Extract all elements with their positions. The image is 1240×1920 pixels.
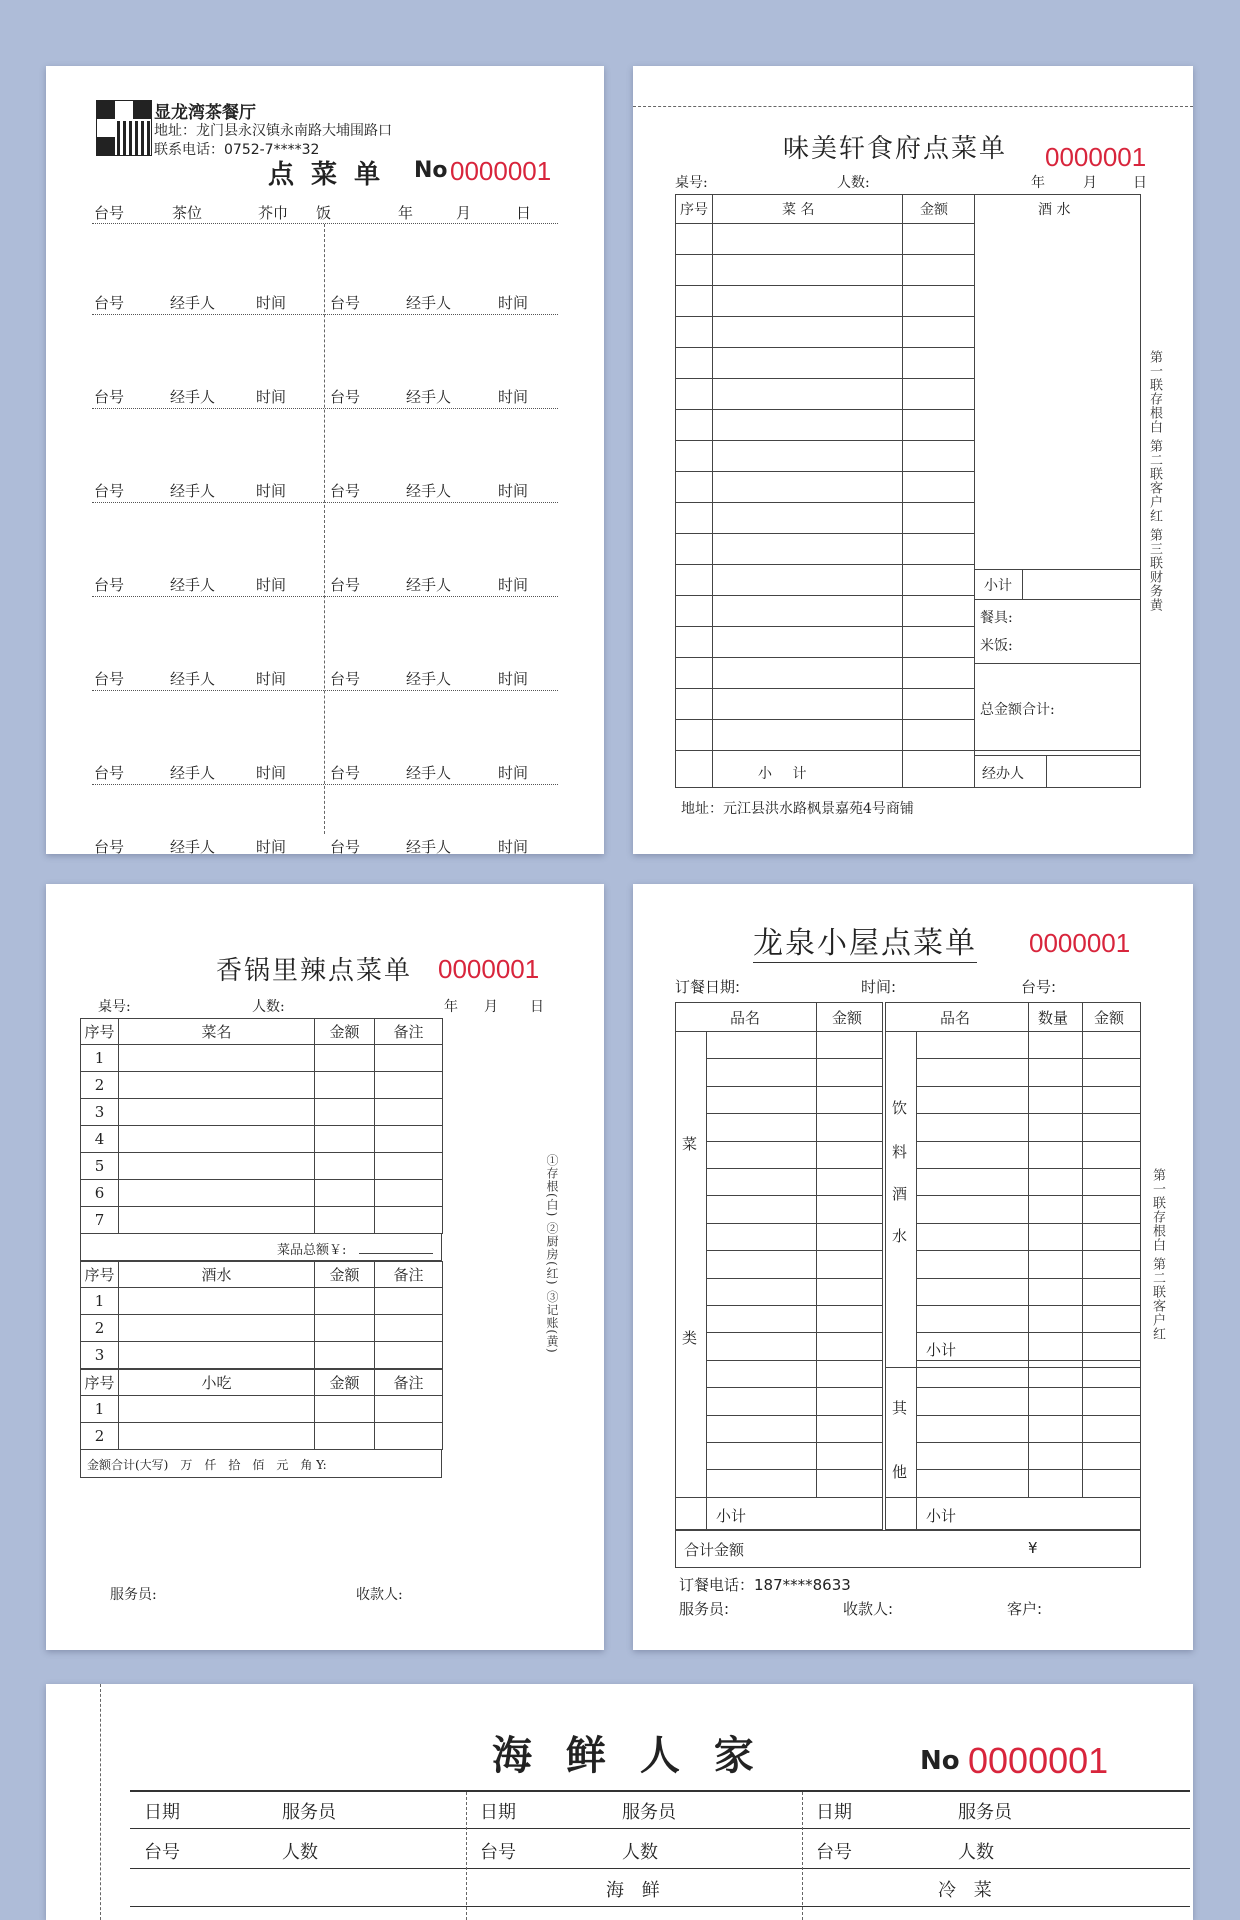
row-number: 1	[81, 1045, 119, 1072]
total-row	[675, 1530, 1141, 1568]
row-field: 台号	[94, 388, 125, 406]
waiter-label: 服务员:	[679, 1600, 730, 1618]
col-header: 菜名	[119, 1019, 315, 1045]
entry-cell[interactable]	[315, 1207, 375, 1234]
row-field: 时间	[498, 388, 529, 406]
entry-cell[interactable]	[119, 1288, 315, 1315]
col-header: 酒水	[119, 1262, 315, 1288]
row-field: 时间	[498, 576, 529, 594]
row-field: 台号	[330, 764, 361, 782]
drinks-subtotal: 小计	[984, 578, 1012, 594]
entry-cell[interactable]	[375, 1207, 443, 1234]
header-field-table: 台号	[94, 204, 125, 222]
field-people: 人数:	[252, 999, 285, 1015]
customer-label: 客户:	[1007, 1600, 1043, 1618]
cat-drink-3: 酒	[892, 1185, 908, 1203]
row-field: 时间	[256, 838, 287, 854]
food-total-label: 菜品总额￥:	[277, 1243, 347, 1258]
order-sheet-5	[46, 1684, 1193, 1920]
entry-cell[interactable]	[315, 1072, 375, 1099]
col-header-seq: 序号	[680, 202, 708, 218]
col-header: 金额	[315, 1262, 375, 1288]
snacks-table	[80, 1369, 443, 1450]
header-field: 人数	[958, 1842, 994, 1863]
entry-cell[interactable]	[119, 1126, 315, 1153]
cat-other-2: 他	[892, 1463, 908, 1481]
header-field-month: 月	[456, 204, 472, 222]
no-label: No	[414, 158, 448, 183]
entry-cell[interactable]	[119, 1423, 315, 1450]
entry-cell[interactable]	[119, 1099, 315, 1126]
entry-cell[interactable]	[315, 1423, 375, 1450]
section-cold-dishes: 冷 菜	[938, 1880, 998, 1901]
field-month: 月	[1083, 175, 1097, 191]
field-day: 日	[1133, 175, 1147, 191]
row-field: 台号	[94, 576, 125, 594]
row-field: 时间	[256, 388, 287, 406]
row-field: 台号	[330, 482, 361, 500]
entry-cell[interactable]	[375, 1342, 443, 1369]
page-title: 点 菜 单	[268, 160, 385, 190]
right-col-name: 品名	[940, 1009, 971, 1027]
row-number: 7	[81, 1207, 119, 1234]
total-upper-label: 金额合计(大写) 万 仟 拾 佰 元 角 Y:	[87, 1458, 327, 1472]
cat-drink-2: 料	[892, 1143, 908, 1161]
entry-cell[interactable]	[119, 1396, 315, 1423]
header-field: 日期	[144, 1802, 180, 1823]
right-col-amount: 金额	[1094, 1009, 1125, 1027]
header-field: 服务员	[282, 1802, 336, 1823]
entry-cell[interactable]	[315, 1153, 375, 1180]
page-title: 味美轩食府点菜单	[783, 134, 1008, 164]
page-title: 海 鲜 人 家	[492, 1732, 764, 1779]
row-field: 时间	[498, 670, 529, 688]
left-subtotal: 小计	[716, 1507, 747, 1525]
entry-cell[interactable]	[375, 1072, 443, 1099]
col-header: 备注	[375, 1370, 443, 1396]
drink-subtotal: 小计	[926, 1341, 957, 1359]
entry-cell[interactable]	[375, 1180, 443, 1207]
header-field-tea: 茶位	[172, 204, 203, 222]
col-header: 序号	[81, 1370, 119, 1396]
order-sheet-3	[46, 884, 604, 1650]
drinks-table	[80, 1261, 443, 1369]
field-desk: 桌号:	[675, 175, 708, 191]
field-year: 年	[1031, 175, 1045, 191]
row-field: 经手人	[170, 576, 216, 594]
waiter-label: 服务员:	[110, 1587, 157, 1603]
entry-cell[interactable]	[119, 1315, 315, 1342]
entry-cell[interactable]	[315, 1315, 375, 1342]
total-label: 合计金额	[684, 1541, 745, 1559]
order-sheet-4	[633, 884, 1193, 1650]
col-header: 备注	[375, 1019, 443, 1045]
row-number: 1	[81, 1288, 119, 1315]
cat-other-1: 其	[892, 1399, 908, 1417]
entry-cell[interactable]	[375, 1396, 443, 1423]
col-header: 序号	[81, 1019, 119, 1045]
side-note: 第一联存根白 第二联客户红 第三联财务黄	[1147, 350, 1162, 613]
row-field: 经手人	[170, 838, 216, 854]
entry-cell[interactable]	[119, 1342, 315, 1369]
food-grid	[675, 1002, 883, 1530]
field-day: 日	[530, 999, 544, 1015]
phone: 联系电话：0752-7****32	[154, 142, 320, 158]
row-number: 2	[81, 1423, 119, 1450]
col-header-dish: 菜 名	[782, 202, 815, 218]
food-table	[80, 1018, 443, 1234]
entry-cell[interactable]	[375, 1153, 443, 1180]
row-number: 6	[81, 1180, 119, 1207]
row-field: 台号	[94, 294, 125, 312]
col-header-amount: 金额	[920, 202, 948, 218]
row-field: 台号	[330, 670, 361, 688]
entry-cell[interactable]	[119, 1072, 315, 1099]
entry-cell[interactable]	[375, 1423, 443, 1450]
entry-cell[interactable]	[119, 1207, 315, 1234]
grand-total-label: 总金额合计:	[980, 702, 1055, 718]
row-field: 经手人	[406, 482, 452, 500]
row-field: 时间	[498, 764, 529, 782]
row-number: 5	[81, 1153, 119, 1180]
order-sheet-2	[633, 66, 1193, 854]
order-sheet-1	[46, 66, 604, 854]
field-table: 台号:	[1021, 978, 1057, 996]
row-field: 经手人	[170, 482, 216, 500]
restaurant-name: 显龙湾茶餐厅	[154, 103, 256, 123]
entry-cell[interactable]	[119, 1153, 315, 1180]
header-field: 日期	[816, 1802, 852, 1823]
row-number: 1	[81, 1396, 119, 1423]
row-field: 经手人	[406, 294, 452, 312]
field-time: 时间:	[861, 978, 897, 996]
header-field: 台号	[144, 1842, 180, 1863]
entry-cell[interactable]	[315, 1099, 375, 1126]
left-col-amount: 金额	[832, 1009, 863, 1027]
field-date: 订餐日期:	[675, 978, 741, 996]
cashier-label: 收款人:	[356, 1587, 403, 1603]
section-seafood: 海 鲜	[606, 1880, 666, 1901]
cat-drink-4: 水	[892, 1227, 908, 1245]
header-field: 人数	[622, 1842, 658, 1863]
entry-cell[interactable]	[315, 1045, 375, 1072]
entry-cell[interactable]	[119, 1045, 315, 1072]
field-people: 人数:	[837, 175, 870, 191]
serial-number: 0000001	[438, 954, 540, 984]
entry-cell[interactable]	[315, 1342, 375, 1369]
row-field: 经手人	[406, 388, 452, 406]
phone: 订餐电话：187****8633	[679, 1576, 851, 1594]
qr-code-icon	[96, 100, 152, 156]
yen-sign: ¥	[1028, 1539, 1038, 1557]
entry-cell[interactable]	[315, 1126, 375, 1153]
cat-food-2: 类	[682, 1329, 698, 1347]
row-field: 经手人	[406, 670, 452, 688]
entry-cell[interactable]	[315, 1396, 375, 1423]
bottom-subtotal: 小 计	[758, 766, 815, 782]
row-field: 时间	[498, 482, 529, 500]
serial-number: 0000001	[968, 1740, 1109, 1781]
no-label: No	[920, 1746, 960, 1776]
col-header: 金额	[315, 1370, 375, 1396]
field-desk: 桌号:	[98, 999, 131, 1015]
page-title: 龙泉小屋点菜单	[753, 918, 977, 963]
row-number: 3	[81, 1099, 119, 1126]
header-field-towel: 芥巾	[258, 204, 289, 222]
header-field-day: 日	[516, 204, 532, 222]
side-note: ①存根(白) ②厨房(红) ③记账(黄)	[545, 1154, 559, 1354]
rice-label: 米饭:	[980, 638, 1013, 654]
entry-cell[interactable]	[315, 1180, 375, 1207]
food-total-row	[80, 1233, 442, 1261]
header-field-rice: 饭	[316, 204, 332, 222]
row-field: 台号	[330, 576, 361, 594]
header-field: 日期	[480, 1802, 516, 1823]
header-field: 服务员	[958, 1802, 1012, 1823]
order-grid	[675, 194, 1141, 788]
field-month: 月	[484, 999, 498, 1015]
header-field: 台号	[816, 1842, 852, 1863]
row-field: 经手人	[170, 388, 216, 406]
row-number: 4	[81, 1126, 119, 1153]
serial-number: 0000001	[1029, 928, 1131, 958]
col-header: 金额	[315, 1019, 375, 1045]
col-header: 备注	[375, 1262, 443, 1288]
row-number: 3	[81, 1342, 119, 1369]
header-field-year: 年	[398, 204, 414, 222]
row-field: 时间	[498, 838, 529, 854]
left-col-name: 品名	[730, 1009, 761, 1027]
other-subtotal: 小计	[926, 1507, 957, 1525]
row-field: 经手人	[406, 838, 452, 854]
header-field: 服务员	[622, 1802, 676, 1823]
row-field: 台号	[94, 764, 125, 782]
handler-label: 经办人	[982, 766, 1024, 782]
row-field: 经手人	[170, 670, 216, 688]
cat-drink-1: 饮	[892, 1099, 908, 1117]
field-year: 年	[444, 999, 458, 1015]
row-field: 经手人	[170, 764, 216, 782]
address: 地址：龙门县永汉镇永南路大埔围路口	[154, 123, 392, 139]
serial-number: 0000001	[1045, 142, 1147, 172]
address: 地址：元江县洪水路枫景嘉苑4号商铺	[681, 801, 914, 817]
row-field: 台号	[94, 482, 125, 500]
header-field: 人数	[282, 1842, 318, 1863]
entry-cell[interactable]	[375, 1315, 443, 1342]
entry-cell[interactable]	[375, 1126, 443, 1153]
col-header: 小吃	[119, 1370, 315, 1396]
row-field: 台号	[330, 294, 361, 312]
page-title: 香锅里辣点菜单	[216, 956, 413, 986]
row-field: 时间	[256, 576, 287, 594]
row-field: 时间	[256, 294, 287, 312]
entry-cell[interactable]	[375, 1099, 443, 1126]
drinks-grid	[885, 1002, 1141, 1530]
row-field: 时间	[256, 482, 287, 500]
col-header-drinks: 酒 水	[1038, 202, 1071, 218]
side-note: 第一联存根白 第二联客户红	[1150, 1168, 1165, 1342]
row-number: 2	[81, 1315, 119, 1342]
right-col-qty: 数量	[1038, 1009, 1069, 1027]
row-field: 台号	[94, 838, 125, 854]
entry-cell[interactable]	[315, 1288, 375, 1315]
entry-cell[interactable]	[375, 1288, 443, 1315]
row-field: 时间	[256, 764, 287, 782]
total-upper-row	[80, 1450, 442, 1478]
row-field: 经手人	[170, 294, 216, 312]
col-header: 序号	[81, 1262, 119, 1288]
row-field: 台号	[94, 670, 125, 688]
cashier-label: 收款人:	[843, 1600, 894, 1618]
row-field: 台号	[330, 388, 361, 406]
entry-cell[interactable]	[119, 1180, 315, 1207]
row-field: 经手人	[406, 764, 452, 782]
row-field: 时间	[498, 294, 529, 312]
cat-food-1: 菜	[682, 1135, 698, 1153]
row-field: 时间	[256, 670, 287, 688]
entry-cell[interactable]	[375, 1045, 443, 1072]
row-number: 2	[81, 1072, 119, 1099]
row-field: 台号	[330, 838, 361, 854]
row-field: 经手人	[406, 576, 452, 594]
tableware-label: 餐具:	[980, 610, 1013, 626]
header-field: 台号	[480, 1842, 516, 1863]
serial-number: 0000001	[450, 156, 552, 186]
